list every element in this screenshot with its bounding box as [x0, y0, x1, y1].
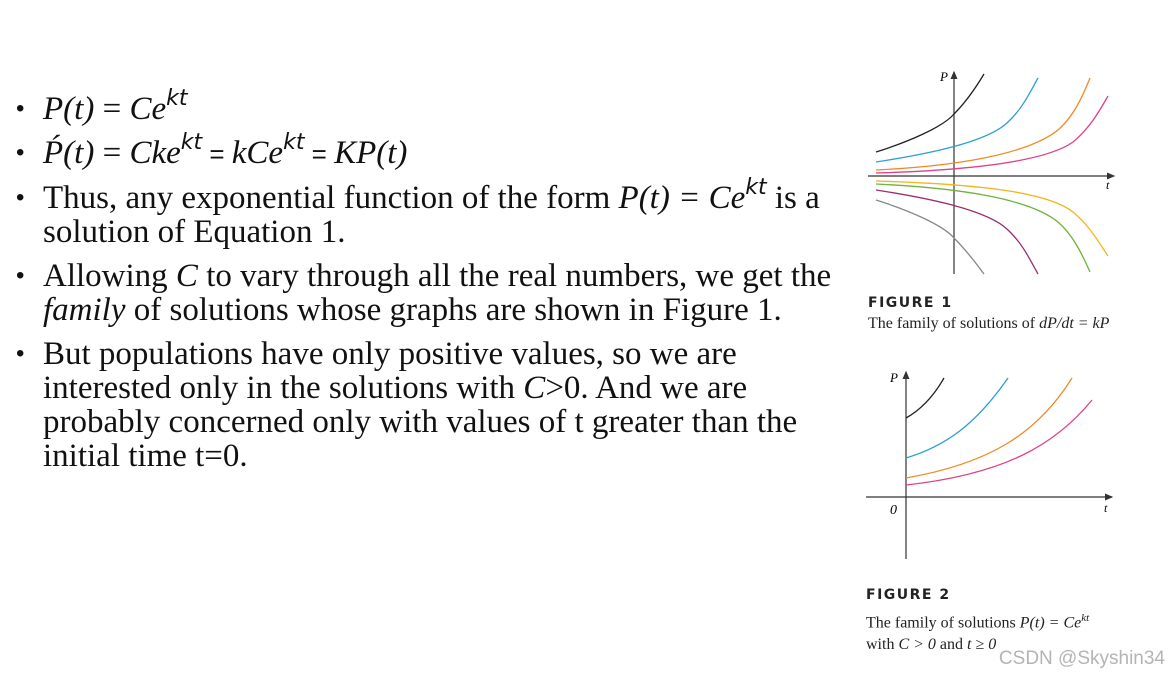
- figure-2-caption-line2: with C > 0 and t ≥ 0: [866, 636, 997, 654]
- curve-green: [876, 184, 1090, 272]
- curve-blue: [876, 78, 1038, 162]
- figure-1-graph: [868, 62, 1130, 282]
- x-axis-label: t: [1106, 178, 1110, 192]
- curve-pink: [876, 96, 1108, 173]
- formula-lhs: P(t): [43, 91, 95, 127]
- figure-1-caption: The family of solutions of dP/dt = kP: [868, 315, 1110, 332]
- bullet-2: • Ṕ(t) = Cke$^{kt}$ = kCe$^{kt}$ = KP(t): [16, 136, 856, 171]
- curve-yellow: [876, 181, 1108, 256]
- bullet-3: • Thus, any exponential function of the form $P(t) = Ce^{kt}$ is a solution of Equation 1.: [16, 181, 856, 249]
- watermark: CSDN @Skyshin34: [998, 648, 1165, 669]
- bullet-list: [16, 86, 856, 489]
- bullet-1: • $P(t) = Ce^{kt}$: [16, 92, 856, 126]
- figure-1: [868, 62, 1138, 335]
- figure-2-label: FIGURE 2: [866, 587, 951, 603]
- curve-blue: [906, 378, 1008, 458]
- curve-black: [876, 74, 984, 152]
- curve-gray: [876, 200, 984, 274]
- curve-orange: [906, 378, 1072, 478]
- figure-2: [866, 366, 1146, 656]
- y-axis-label: P: [890, 370, 898, 385]
- figure-2-graph: [866, 366, 1116, 562]
- figure-1-label: FIGURE 1: [868, 295, 953, 311]
- bullet-4: • Allowing C to vary through all the real numbers, we get the family of solutions whose graphs are shown in Figure 1.: [16, 259, 856, 327]
- y-axis-label: P: [940, 69, 948, 84]
- bullet-5: • But populations have only positive values, so we are interested only in the solutions with C>0. And we are probably concerned only with values of t greater than the initial time t=0.: [16, 337, 856, 473]
- figure-2-caption-line1: The family of solutions $P(t) = Ce^{kt}$: [866, 612, 1090, 632]
- origin-label: 0: [890, 503, 897, 518]
- curve-black: [906, 378, 944, 418]
- x-axis-label: t: [1104, 501, 1108, 515]
